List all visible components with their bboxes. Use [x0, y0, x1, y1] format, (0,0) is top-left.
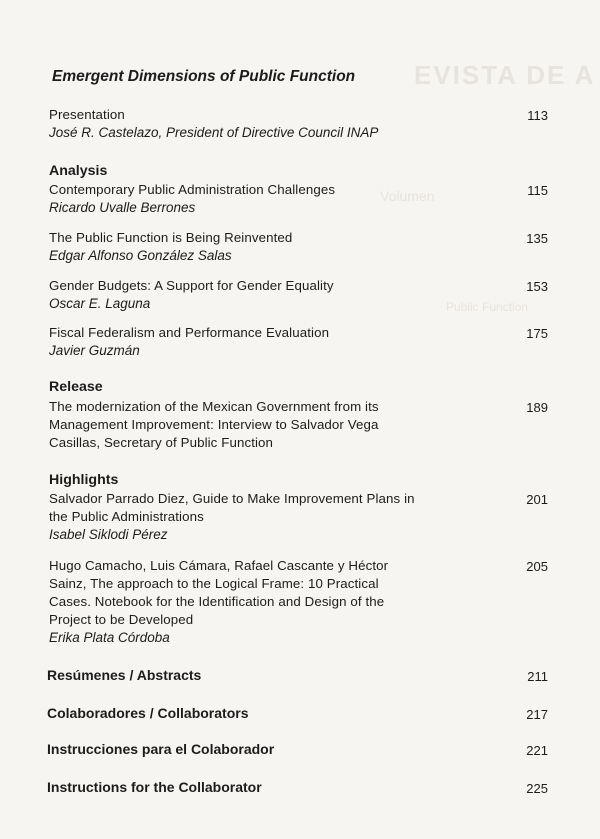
entry-title-line: Management Improvement: Interview to Salvador Vega	[49, 417, 379, 432]
section-heading-highlights: Highlights	[49, 472, 119, 488]
entry-author: Isabel Siklodi Pérez	[49, 527, 168, 542]
page-number: 217	[526, 707, 548, 722]
entry-title: The Public Function is Being Reinvented	[49, 230, 293, 245]
toc-section-abstracts[interactable]: Resúmenes / Abstracts	[47, 667, 202, 683]
bleed-through-note: Public Function	[446, 300, 529, 314]
page-number: 205	[526, 559, 548, 574]
toc-entry-release[interactable]	[49, 398, 479, 452]
page-number: 211	[527, 669, 548, 684]
entry-title-line: Cases. Notebook for the Identification and Design of the	[49, 594, 385, 609]
entry-title-line: The modernization of the Mexican Government from its	[49, 399, 379, 414]
entry-author: Ricardo Uvalle Berrones	[49, 200, 196, 215]
page-number: 225	[526, 781, 548, 796]
entry-title-line: Salvador Parrado Diez, Guide to Make Improvement Plans in	[49, 491, 415, 506]
entry-author: Erika Plata Córdoba	[49, 630, 170, 645]
entry-title-line: the Public Administrations	[49, 509, 204, 524]
entry-author: Edgar Alfonso González Salas	[49, 248, 232, 263]
entry-title: Gender Budgets: A Support for Gender Equality	[49, 278, 334, 293]
toc-section-instrucciones[interactable]: Instrucciones para el Colaborador	[47, 741, 275, 757]
toc-title: Emergent Dimensions of Public Function	[52, 68, 356, 85]
entry-title-line: Project to be Developed	[49, 612, 194, 627]
entry-title: Fiscal Federalism and Performance Evaluation	[49, 325, 330, 340]
toc-section-instructions[interactable]: Instructions for the Collaborator	[47, 779, 262, 795]
entry-title: Contemporary Public Administration Challenges	[49, 182, 336, 197]
entry-title-line: Hugo Camacho, Luis Cámara, Rafael Cascante y Héctor	[49, 558, 389, 573]
page-number: 113	[527, 108, 548, 123]
page-number: 189	[526, 400, 548, 415]
section-heading-analysis: Analysis	[49, 163, 108, 179]
entry-author: Oscar E. Laguna	[49, 296, 151, 311]
toc-section-collaborators[interactable]: Colaboradores / Collaborators	[47, 705, 249, 721]
bleed-through-masthead: EVISTA DE A	[414, 60, 596, 90]
toc-entry-analysis-4[interactable]	[49, 324, 479, 360]
page-number: 135	[526, 231, 548, 246]
section-heading-release: Release	[49, 379, 103, 395]
entry-author: José R. Castelazo, President of Directive Council INAP	[49, 125, 379, 140]
page-number: 115	[527, 183, 548, 198]
entry-title-line: Casillas, Secretary of Public Function	[49, 435, 274, 450]
toc-entry-presentation[interactable]	[49, 106, 479, 142]
page-number: 153	[526, 279, 548, 294]
toc-entry-analysis-2[interactable]	[49, 229, 479, 265]
page-number: 201	[526, 492, 548, 507]
page-number: 175	[526, 326, 548, 341]
entry-title-line: Sainz, The approach to the Logical Frame: 10 Practical	[49, 576, 379, 591]
toc-entry-analysis-3[interactable]	[49, 277, 479, 313]
toc-entry-analysis-1[interactable]	[49, 181, 479, 217]
bleed-through-volume: Volumen	[380, 188, 435, 204]
toc-entry-highlights-1[interactable]	[49, 490, 479, 544]
toc-entry-highlights-2[interactable]	[49, 557, 479, 647]
page-number: 221	[526, 743, 548, 758]
entry-author: Javier Guzmán	[49, 343, 140, 358]
entry-title: Presentation	[49, 107, 125, 122]
